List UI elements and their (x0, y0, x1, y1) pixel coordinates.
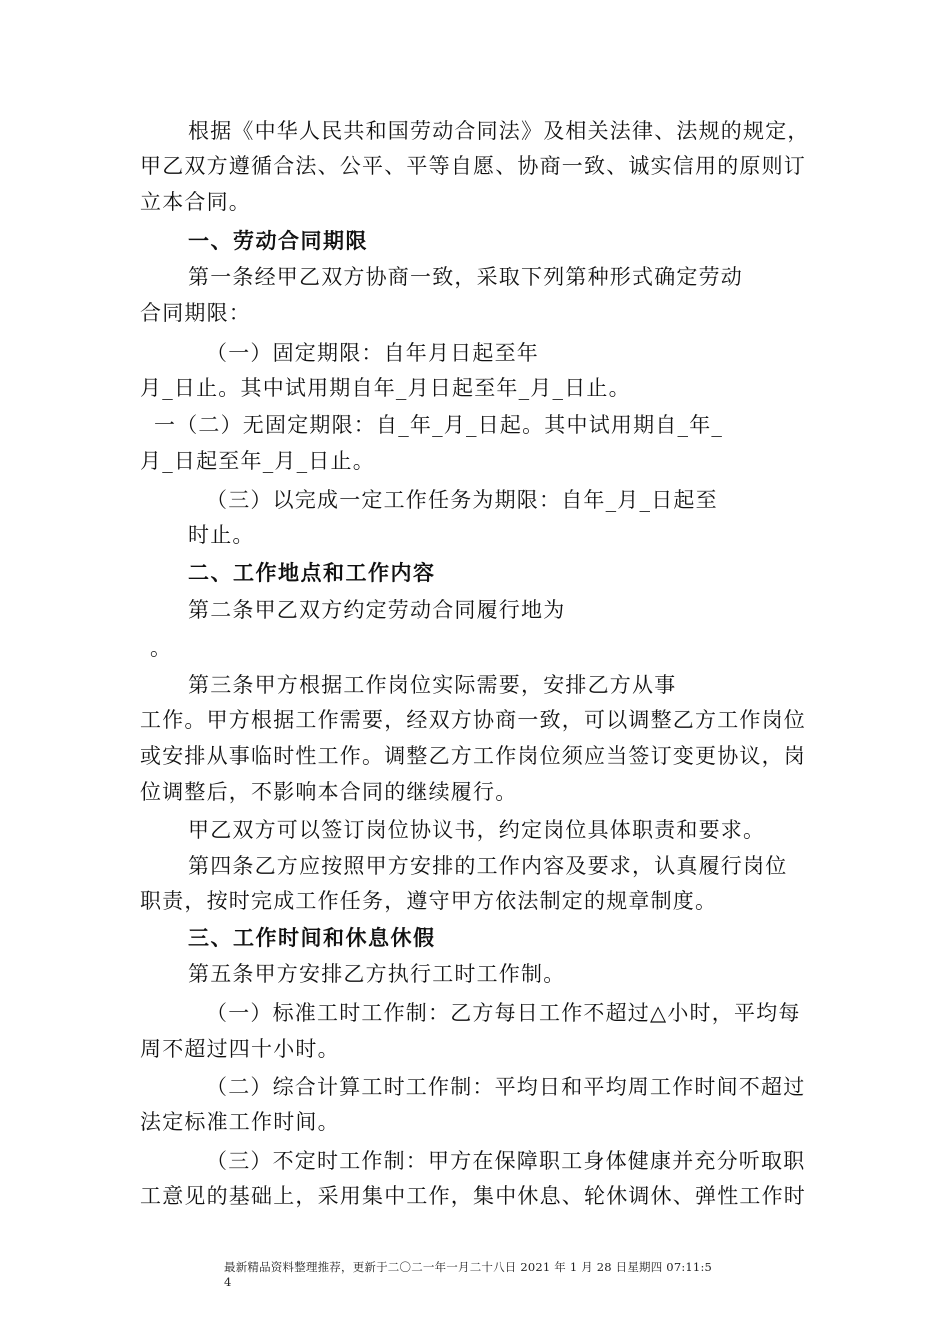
paragraph-line: 法定标准工作时间。 (140, 1110, 340, 1134)
paragraph-line: （一）标准工时工作制：乙方每日工作不超过△小时，平均每 (206, 1001, 801, 1025)
paragraph-line: 位调整后，不影响本合同的继续履行。 (140, 780, 518, 804)
paragraph-line: 月_日止。其中试用期自年_月日起至年_月_日止。 (140, 376, 631, 400)
paragraph-line: 立本合同。 (140, 190, 251, 214)
paragraph-line: 一（二）无固定期限：自_年_月_日起。其中试用期自_年_ (154, 413, 724, 437)
footer-note-continued: 4 (224, 1275, 232, 1289)
paragraph-line: （一）固定期限：自年月日起至年 (206, 341, 539, 365)
paragraph-line: 时止。 (188, 523, 255, 547)
section-heading: 一、劳动合同期限 (188, 229, 368, 253)
paragraph-line: 第三条甲方根据工作岗位实际需要，安排乙方从事 (188, 673, 677, 697)
paragraph-line: 第五条甲方安排乙方执行工时工作制。 (188, 962, 566, 986)
paragraph-line: 职责，按时完成工作任务，遵守甲方依法制定的规章制度。 (140, 889, 718, 913)
paragraph-line: 第四条乙方应按照甲方安排的工作内容及要求，认真履行岗位 (188, 854, 788, 878)
paragraph-line: 工意见的基础上，采用集中工作，集中休息、轮休调休、弹性工作时 (140, 1184, 806, 1208)
section-heading: 二、工作地点和工作内容 (188, 561, 436, 585)
paragraph-line: 第一条经甲乙双方协商一致，采取下列第种形式确定劳动 (188, 265, 743, 289)
paragraph-line: 根据《中华人民共和国劳动合同法》及相关法律、法规的规定， (188, 119, 810, 143)
footer-note: 最新精品资料整理推荐，更新于二〇二一年一月二十八日 2021 年 1 月 28 日星期四 07:11:5 (224, 1260, 713, 1274)
paragraph-line: 。 (150, 636, 173, 660)
paragraph-line: 甲乙双方遵循合法、公平、平等自愿、协商一致、诚实信用的原则订 (140, 154, 806, 178)
paragraph-line: 月_日起至年_月_日止。 (140, 449, 375, 473)
paragraph-line: （三）以完成一定工作任务为期限：自年_月_日起至 (206, 488, 718, 512)
paragraph-line: 周不超过四十小时。 (140, 1037, 340, 1061)
section-heading: 三、工作时间和休息休假 (188, 926, 436, 950)
paragraph-line: 第二条甲乙双方约定劳动合同履行地为 (188, 598, 566, 622)
paragraph-line: 合同期限： (140, 301, 251, 325)
paragraph-line: 或安排从事临时性工作。调整乙方工作岗位须应当签订变更协议，岗 (140, 744, 806, 768)
paragraph-line: 工作。甲方根据工作需要，经双方协商一致，可以调整乙方工作岗位 (140, 708, 806, 732)
paragraph-line: 甲乙双方可以签订岗位协议书，约定岗位具体职责和要求。 (188, 818, 766, 842)
paragraph-line: （三）不定时工作制：甲方在保障职工身体健康并充分听取职 (206, 1149, 806, 1173)
paragraph-line: （二）综合计算工时工作制：平均日和平均周工作时间不超过 (206, 1075, 806, 1099)
